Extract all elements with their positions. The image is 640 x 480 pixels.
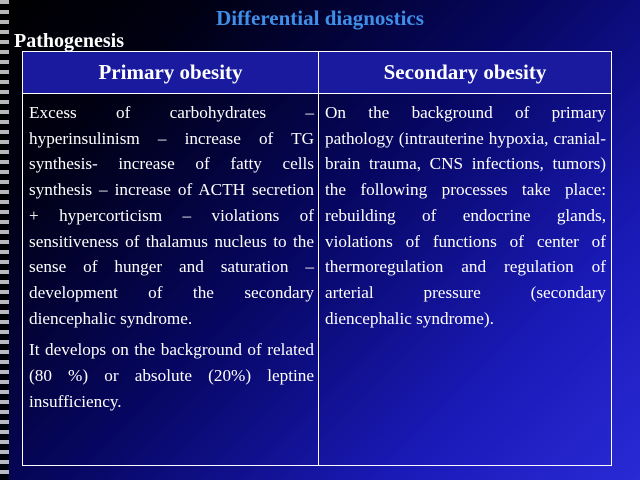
header-secondary-obesity: Secondary obesity xyxy=(383,60,547,84)
secondary-obesity-cell xyxy=(319,94,611,331)
primary-obesity-cell xyxy=(23,94,318,414)
decorative-left-strip xyxy=(0,0,9,480)
table-header-row xyxy=(23,52,611,94)
secondary-obesity-mechanism-text: On the background of primary pathology (intrauterine hypoxia, cranial-brain trauma, CNS infections, tumors) the following processes take place: rebuilding of endocrine glands, violations of functions of center of thermoregulation and regulation of arterial pressure (secondary diencephalic syndrome). xyxy=(325,103,606,328)
slide-title: Differential diagnostics xyxy=(216,6,424,30)
slide-subtitle: Pathogenesis xyxy=(14,30,124,52)
header-primary-obesity: Primary obesity xyxy=(98,60,243,84)
comparison-table xyxy=(22,51,612,466)
primary-obesity-mechanism-text: Excess of carbohydrates – hyperinsulinism – increase of TG synthesis- increase of fatty cells synthesis – increase of ACTH secretion + hypercorticism – violations of sensitiveness of thalamus nucleus to the sense of hunger and saturation – development of the secondary diencephalic syndrome. xyxy=(29,103,314,328)
primary-obesity-leptine-text: It develops on the background of related (80 %) or absolute (20%) leptine insufficiency. xyxy=(29,340,314,411)
